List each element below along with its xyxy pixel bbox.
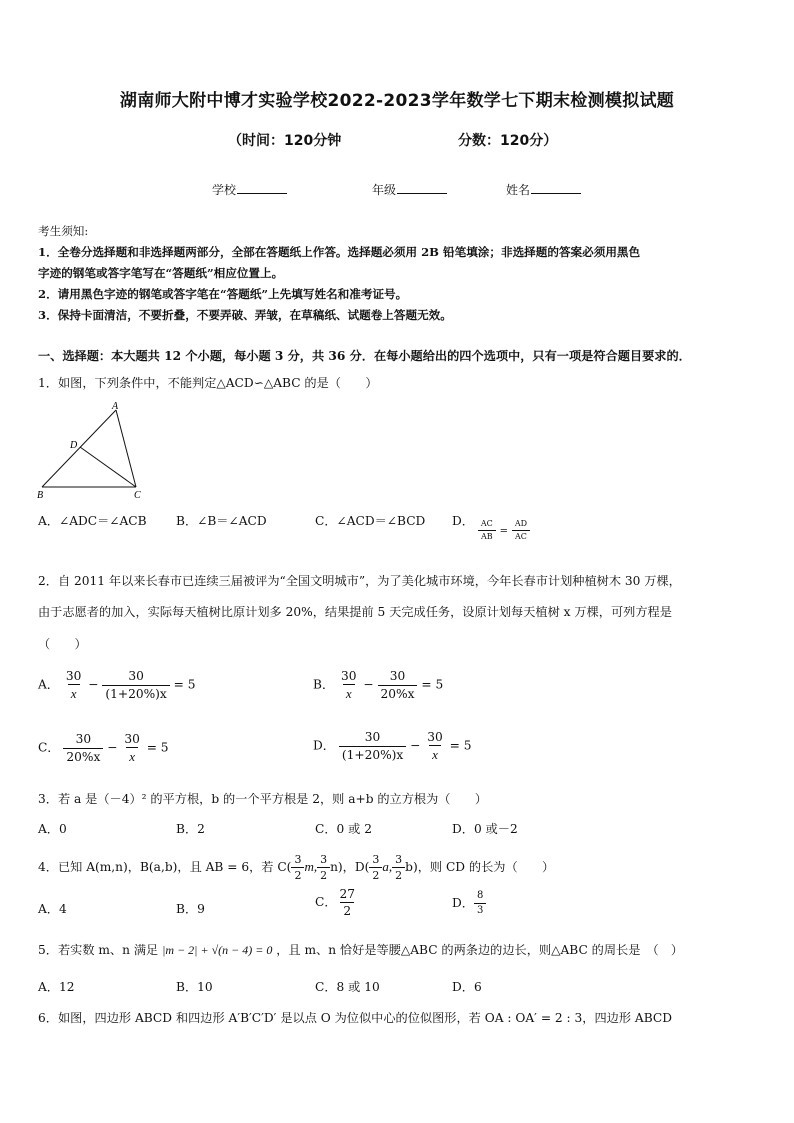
q1-option-b[interactable]: B．∠B＝∠ACD xyxy=(176,514,267,528)
q3-option-c[interactable]: C．0 或 2 xyxy=(315,822,372,836)
q5-option-b[interactable]: B．10 xyxy=(176,980,213,994)
question-3-stem: 3．若 a 是（－4）² 的平方根，b 的一个平方根是 2，则 a+b 的立方根为（ ） xyxy=(38,792,488,806)
label-c: C xyxy=(134,490,141,500)
q2b-den1: x xyxy=(343,684,355,700)
q5-expression: |m − 2| + √(n − 4) = 0 xyxy=(162,943,273,957)
q2c-num2: 30 xyxy=(124,732,140,746)
q3-option-a[interactable]: A．0 xyxy=(38,822,67,836)
q1d-equals: = xyxy=(499,526,509,537)
q4-option-c[interactable] xyxy=(315,888,358,917)
name-blank[interactable] xyxy=(531,181,581,194)
q1-option-d[interactable] xyxy=(452,512,530,541)
q2d-minus: − xyxy=(410,738,421,753)
q2d-num1: 30 xyxy=(364,730,381,745)
segment-ba xyxy=(42,410,116,487)
q5-part1: 5．若实数 m、n 满足 xyxy=(38,943,159,957)
q2-option-b[interactable] xyxy=(313,670,443,700)
exam-time: （时间：120分钟 xyxy=(228,133,342,149)
grade-blank[interactable] xyxy=(397,181,447,194)
q4c-num: 27 xyxy=(339,887,356,901)
q2a-minus: − xyxy=(88,677,99,692)
q2-option-c[interactable] xyxy=(38,733,169,763)
question-4-stem xyxy=(38,852,760,882)
question-6-stem: 6．如图，四边形 ABCD 和四边形 A′B′C′D′ 是以点 O 为位似中心的位似图形，若 OA : OA′ = 2 : 3，四边形 ABCD xyxy=(38,1011,672,1025)
q2d-den1: (1+20%)x xyxy=(339,746,406,761)
q4-f4-num: 3 xyxy=(395,853,403,866)
q4-option-d[interactable] xyxy=(452,891,486,916)
q4-f1-den: 2 xyxy=(291,867,304,881)
q4-f2-den: 2 xyxy=(317,867,330,881)
exam-score: 分数：120分） xyxy=(458,133,558,149)
question-1-stem: 1．如图，下列条件中，不能判定△ACD∽△ABC 的是（ ） xyxy=(38,376,378,390)
section-1-heading: 一、选择题：本大题共 12 个小题，每小题 3 分，共 36 分．在每小题给出的四个选项中，只有一项是符合题目要求的． xyxy=(38,349,691,363)
school-label: 学校 xyxy=(212,183,237,197)
label-b: B xyxy=(37,490,44,500)
q2c-num1: 30 xyxy=(75,732,92,747)
page-title: 湖南师大附中博才实验学校2022-2023学年数学七下期末检测模拟试题 xyxy=(119,91,675,111)
school-field xyxy=(212,181,287,198)
q2a-rhs: = 5 xyxy=(173,677,196,692)
q2b-num1: 30 xyxy=(341,669,357,683)
q2b-rhs: = 5 xyxy=(421,677,444,692)
name-field xyxy=(506,181,581,198)
q1d-right-den: AC xyxy=(512,530,530,541)
q3-option-b[interactable]: B．2 xyxy=(176,822,205,836)
q4-part5: b)，则 CD 的长为（ ） xyxy=(405,860,555,874)
q3-option-d[interactable]: D．0 或－2 xyxy=(452,822,518,836)
q2c-minus: − xyxy=(107,740,118,755)
q4-option-b[interactable]: B．9 xyxy=(176,902,205,916)
q4-f3-num: 3 xyxy=(372,853,380,866)
q1d-left-num: AC xyxy=(480,519,493,528)
q4-f4-den: 2 xyxy=(392,867,405,881)
q2c-den2: x xyxy=(126,747,138,763)
q2a-den1: x xyxy=(68,684,80,700)
notice-line-3 xyxy=(38,305,760,326)
q4-f1-num: 3 xyxy=(294,853,302,866)
q4d-den: 3 xyxy=(474,903,486,916)
q2c-label: C． xyxy=(38,740,60,755)
q2c-den1: 20%x xyxy=(63,748,103,763)
name-label: 姓名 xyxy=(506,183,531,197)
q2c-rhs: = 5 xyxy=(146,740,169,755)
grade-field xyxy=(372,181,447,198)
q2d-num2: 30 xyxy=(427,730,443,744)
q2a-den2: (1+20%)x xyxy=(102,685,169,700)
notice-line-2-text: 2．请用黑色字迹的钢笔或答字笔在“答题纸”上先填写姓名和准考证号。 xyxy=(38,287,408,301)
notice-line-2 xyxy=(38,284,760,305)
q4-f3-den: 2 xyxy=(369,867,382,881)
question-5-stem xyxy=(38,940,760,960)
school-blank[interactable] xyxy=(237,181,287,194)
notice-line-1b-text: 字迹的钢笔或答字笔写在“答题纸”相应位置上。 xyxy=(38,266,284,280)
grade-label: 年级 xyxy=(372,183,397,197)
question-2-line-1: 2．自 2011 年以来长春市已连续三届被评为“全国文明城市”，为了美化城市环境，今年长春市计划种植树木 30 万棵， xyxy=(38,574,681,588)
q5-option-a[interactable]: A．12 xyxy=(38,980,75,994)
notice-line-3-text: 3．保持卡面清洁，不要折叠，不要弄破、弄皱，在草稿纸、试题卷上答题无效。 xyxy=(38,308,452,322)
q4-part3: n)，D( xyxy=(330,860,370,874)
q2b-label: B． xyxy=(313,677,335,692)
q4-part1: 4．已知 A(m,n)，B(a,b)，且 AB = 6，若 C( xyxy=(38,860,292,874)
q4c-den: 2 xyxy=(340,902,354,917)
notice-line-1b xyxy=(38,263,760,284)
q1d-left-den: AB xyxy=(478,530,496,541)
q4d-label: D． xyxy=(452,896,474,910)
q2-option-d[interactable] xyxy=(313,731,471,761)
notice-line-1-text: 1．全卷分选择题和非选择题两部分，全部在答题纸上作答。选择题必须用 2B 铅笔填涂；非选择题的答案必须用黑色 xyxy=(38,245,641,259)
q1-option-c[interactable]: C．∠ACD＝∠BCD xyxy=(315,514,426,528)
q2a-num2: 30 xyxy=(128,669,144,684)
q4-part2: m, xyxy=(304,859,318,874)
question-2-line-2: 由于志愿者的加入，实际每天植树比原计划多 20%，结果提前 5 天完成任务，设原计划每天植树 x 万棵，可列方程是 xyxy=(38,605,672,619)
q2d-den2: x xyxy=(429,745,441,761)
q5-option-d[interactable]: D．6 xyxy=(452,980,482,994)
q4-part4: a, xyxy=(382,859,393,874)
q4d-num: 8 xyxy=(476,890,484,901)
q2b-den2: 20%x xyxy=(378,685,418,700)
q4-f2-num: 3 xyxy=(320,853,328,866)
label-d: D xyxy=(70,440,78,451)
q5-part2: ，且 m、n 恰好是等腰△ABC 的两条边的边长，则△ABC 的周长是 （ ） xyxy=(276,943,684,957)
q2b-minus: − xyxy=(363,677,374,692)
triangle-figure xyxy=(32,400,152,500)
q1d-right-num: AD xyxy=(514,519,528,528)
q2a-label: A． xyxy=(38,677,59,692)
q5-option-c[interactable]: C．8 或 10 xyxy=(315,980,380,994)
q4c-label: C． xyxy=(315,895,337,910)
question-2-line-3: （ ） xyxy=(38,637,87,651)
notice-heading: 考生须知: xyxy=(38,224,89,238)
q4-option-a[interactable]: A．4 xyxy=(38,902,67,916)
q2-option-a[interactable] xyxy=(38,670,196,700)
q2b-num2: 30 xyxy=(389,669,406,684)
notice-line-1 xyxy=(38,242,760,263)
q1-option-a[interactable]: A．∠ADC＝∠ACB xyxy=(38,514,147,528)
q2d-label: D． xyxy=(313,738,335,753)
q2d-rhs: = 5 xyxy=(449,738,472,753)
label-a: A xyxy=(112,401,119,412)
q1-option-d-label: D． xyxy=(452,514,474,528)
q2a-num1: 30 xyxy=(65,669,82,683)
